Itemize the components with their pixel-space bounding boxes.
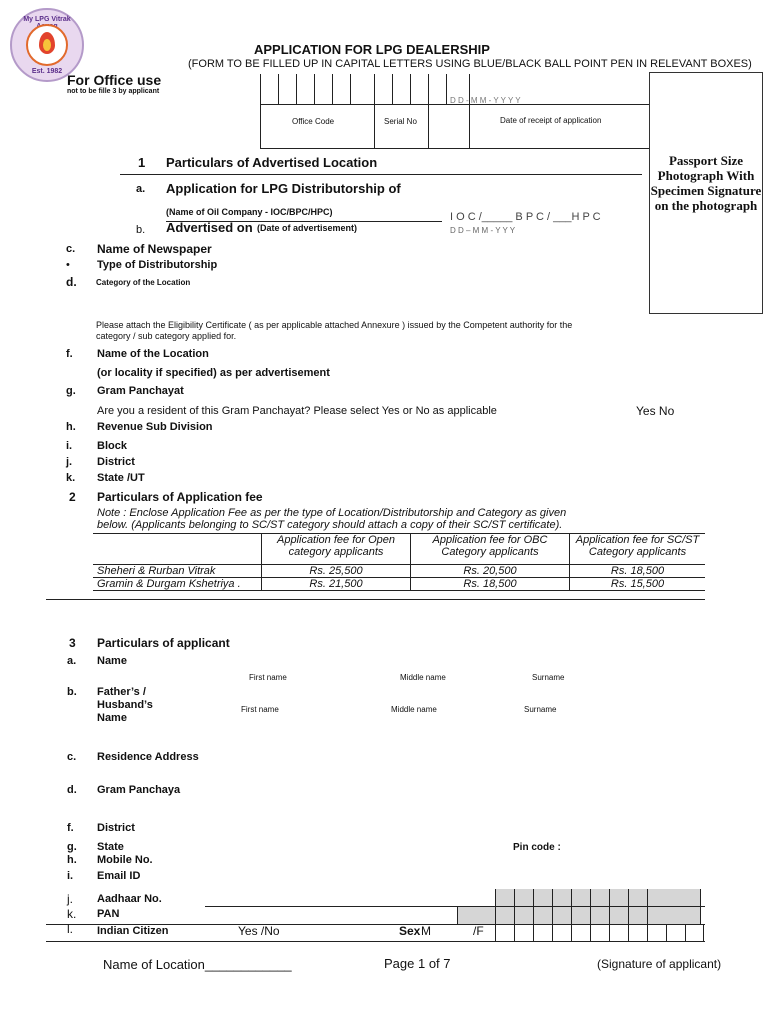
label-3k: k. [67,907,77,921]
form-title: APPLICATION FOR LPG DEALERSHIP [254,42,490,57]
middle-name-label: Middle name [400,673,446,682]
label-3h: h. [67,854,77,866]
label-3b: b. [67,686,77,698]
pan-label: PAN [97,908,120,920]
fee-row-obc: Rs. 20,500 [411,565,570,578]
section1-number: 1 [138,155,146,170]
label-3f: f. [67,822,74,834]
indian-citizen-label: Indian Citizen [97,925,169,937]
lpg-vitrak-logo [10,8,84,82]
signature-label: (Signature of applicant) [597,957,722,971]
lpg-distributorship-label: Application for LPG Distributorship of [166,181,401,196]
form-subtitle: (FORM TO BE FILLED UP IN CAPITAL LETTERS USING BLUE/BLACK BALL POINT PEN IN RELEVANT BOXES) [188,58,752,70]
page-number: Page 1 of 7 [384,956,451,971]
fee-row-open: Rs. 21,500 [262,578,411,591]
section1-title: Particulars of Advertised Location [166,155,378,170]
email-label: Email ID [97,870,141,882]
label-j: j. [66,456,73,468]
sex-f-option[interactable]: /F [473,924,484,938]
father-label: Father’s / [97,686,146,698]
state-ut-label: State /UT [97,472,145,484]
applicant-district-label: District [97,822,135,834]
revenue-subdivision-label: Revenue Sub Division [97,421,213,433]
father-surname-label: Surname [524,705,557,714]
office-use-label: For Office use [67,72,162,88]
section2-number: 2 [69,490,76,504]
gram-panchayat-label: Gram Panchayat [97,385,184,397]
oil-company-label: (Name of Oil Company - IOC/BPC/HPC) [166,207,333,217]
location-category-label: Category of the Location [96,278,191,287]
attach-note-2: category / sub category applied for. [96,331,237,341]
label-3c: c. [67,751,77,763]
photo-box[interactable] [649,72,763,314]
advertised-date-format[interactable]: D D – M M - Y Y Y [450,226,516,235]
label-3a: a. [67,655,77,667]
father-middle-name-label: Middle name [391,705,437,714]
label-a: a. [136,183,146,195]
fee-header-obc: Application fee for OBC Category applicants [411,534,570,565]
fee-row-open: Rs. 25,500 [262,565,411,578]
aadhaar-label: Aadhaar No. [97,893,162,905]
label-k: k. [66,472,76,484]
applicant-name-label: Name [97,655,127,667]
name-label: Name [97,712,127,724]
mobile-label: Mobile No. [97,854,153,866]
father-first-name-label: First name [241,705,279,714]
husband-label: Husband’s [97,699,153,711]
label-c: c. [66,243,76,255]
fee-table-header [93,534,705,565]
advertised-on-note: (Date of advertisement) [257,223,358,233]
resident-yes-no[interactable]: Yes No [636,404,675,418]
label-f: f. [66,348,73,360]
pan-input[interactable] [457,907,701,924]
fee-header-blank [93,534,262,565]
label-3j: j. [67,892,73,906]
newspaper-label: Name of Newspaper [97,242,212,256]
fee-header-scst: Application fee for SC/ST Category applicants [570,534,706,565]
citizen-boxes[interactable] [495,924,704,941]
citizen-yes-no[interactable]: Yes /No [238,924,280,938]
flame-icon [26,24,68,66]
label-b: b. [136,224,146,236]
table-row [93,565,705,578]
fee-row-scst: Rs. 18,500 [570,565,706,578]
sex-label: Sex [399,924,421,938]
fee-row-obc: Rs. 18,500 [411,578,570,591]
block-label: Block [97,440,127,452]
locality-label: (or locality if specified) as per advertisement [97,367,330,379]
section2-title: Particulars of Application fee [97,490,263,504]
fee-table [93,533,705,591]
section3-title: Particulars of applicant [97,636,230,650]
fee-note-2: below. (Applicants belonging to SC/ST category should attach a copy of their SC/ST certificate). [97,519,563,531]
label-3i: i. [67,870,74,882]
label-i: i. [66,440,73,452]
location-name-label: Name of the Location [97,348,209,360]
fee-header-open: Application fee for Open category applicants [262,534,411,565]
footer-location: Name of Location____________ [103,957,292,972]
gram-panchaya-label: Gram Panchaya [97,784,181,796]
applicant-state-label: State [97,841,124,853]
surname-label: Surname [532,673,565,682]
residence-address-label: Residence Address [97,751,199,763]
label-h: h. [66,421,76,433]
office-use-note: not to be fille 3 by applicant [67,88,160,95]
oil-company-options[interactable]: I O C /_____ B P C / ___H P C [450,211,601,223]
date-receipt-label: Date of receipt of application [500,116,602,125]
aadhaar-input[interactable] [495,889,701,906]
serial-no-label: Serial No [384,117,417,126]
attach-note: Please attach the Eligibility Certificate ( as per applicable attached Annexure ) issued by the Competent authority for the [96,320,573,330]
distributorship-type-label: Type of Distributorship [97,259,218,271]
label-3l: l. [67,922,73,936]
resident-question: Are you a resident of this Gram Panchayat? Please select Yes or No as applicable [97,405,497,417]
bullet: • [66,259,70,271]
fee-row-scst: Rs. 15,500 [570,578,706,591]
office-code-label: Office Code [292,117,335,126]
section3-number: 3 [69,636,76,650]
label-g: g. [66,385,76,397]
fee-note-1: Note : Enclose Application Fee as per the type of Location/Distributorship and Category as given [97,507,567,519]
sex-m-option[interactable]: M [421,924,431,938]
label-3d: d. [67,784,77,796]
photo-instructions: Passport Size Photograph With Specimen Signature on the photograph [650,153,762,213]
fee-row-type: Gramin & Durgam Kshetriya . [97,578,241,590]
logo-est-text: Est. 1982 [31,68,63,75]
logo-top-text: My LPG Vitrak [23,16,71,23]
fee-row-type: Sheheri & Rurban Vitrak [97,565,216,577]
date-receipt-format: D D - M M - Y Y Y Y [450,96,521,105]
first-name-label: First name [249,673,287,682]
label-d: d. [66,275,77,289]
advertised-on-label: Advertised on [166,220,253,235]
table-row [93,578,705,591]
district-label: District [97,456,135,468]
label-3g: g. [67,841,77,853]
pin-code-label: Pin code : [513,842,561,853]
